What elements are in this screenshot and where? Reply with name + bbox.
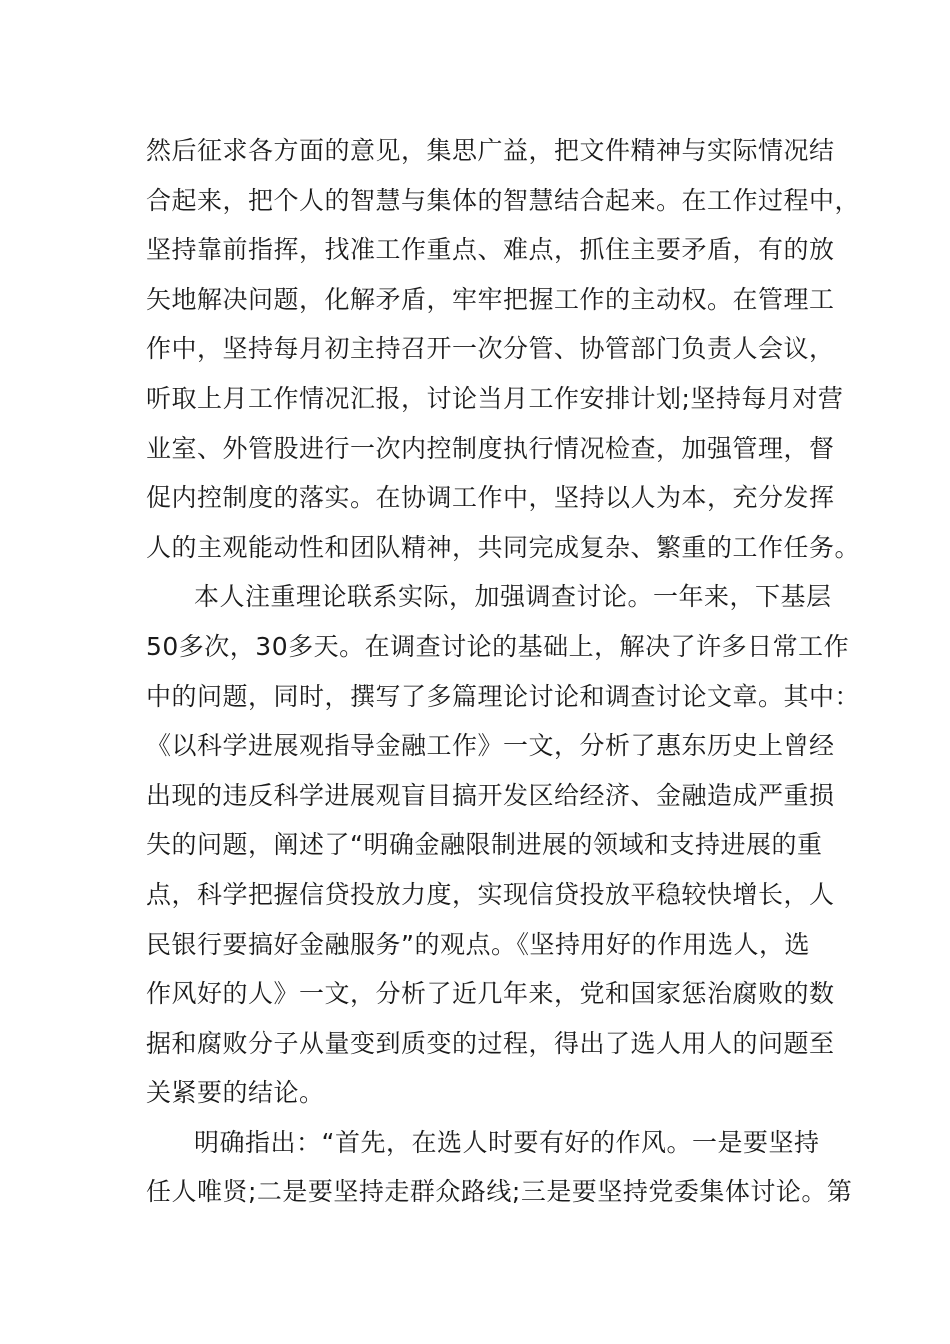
text-line: 人的主观能动性和团队精神，共同完成复杂、繁重的工作任务。 [146, 532, 861, 562]
text-line: 《以科学进展观指导金融工作》一文，分析了惠东历史上曾经 [146, 731, 835, 761]
text-line: 出现的违反科学进展观盲目搞开发区给经济、金融造成严重损 [146, 780, 835, 810]
text-line: 合起来，把个人的智慧与集体的智慧结合起来。在工作过程中， [146, 185, 861, 215]
text-line: 听取上月工作情况汇报，讨论当月工作安排计划;坚持每月对营 [146, 383, 844, 413]
text-line: 关紧要的结论。 [146, 1078, 325, 1108]
text-line: 矢地解决问题，化解矛盾，牢牢把握工作的主动权。在管理工 [146, 284, 835, 314]
text-line: 然后征求各方面的意见，集思广益，把文件精神与实际情况结 [146, 136, 835, 165]
text-line: 据和腐败分子从量变到质变的过程，得出了选人用人的问题至 [146, 1028, 835, 1058]
text-line: 50多次，30多天。在调查讨论的基础上，解决了许多日常工作 [146, 631, 850, 661]
text-line: 作中，坚持每月初主持召开一次分管、协管部门负责人会议， [146, 334, 835, 364]
text-line: 作风好的人》一文，分析了近几年来，党和国家惩治腐败的数 [146, 979, 835, 1009]
text-line: 任人唯贤;二是要坚持走群众路线;三是要坚持党委集体讨论。第 [146, 1177, 853, 1207]
text-line: 民银行要搞好金融服务”的观点。《坚持用好的作用选人，选 [146, 929, 810, 959]
text-line: 业室、外管股进行一次内控制度执行情况检查，加强管理，督 [146, 433, 835, 463]
paragraph-first-line: 本人注重理论联系实际，加强调查讨论。一年来，下基层 [194, 582, 832, 612]
text-line: 失的问题，阐述了“明确金融限制进展的领域和支持进展的重 [146, 830, 823, 860]
text-line: 点，科学把握信贷投放力度，实现信贷投放平稳较快增长，人 [146, 879, 835, 909]
body-text [146, 126, 861, 1217]
text-line: 促内控制度的落实。在协调工作中，坚持以人为本，充分发挥 [146, 483, 835, 513]
text-line: 坚持靠前指挥，找准工作重点、难点，抓住主要矛盾，有的放 [146, 235, 835, 265]
text-line: 中的问题，同时，撰写了多篇理论讨论和调查讨论文章。其中： [146, 681, 861, 711]
paragraph-first-line: 明确指出：“首先，在选人时要有好的作风。一是要坚持 [194, 1127, 820, 1157]
